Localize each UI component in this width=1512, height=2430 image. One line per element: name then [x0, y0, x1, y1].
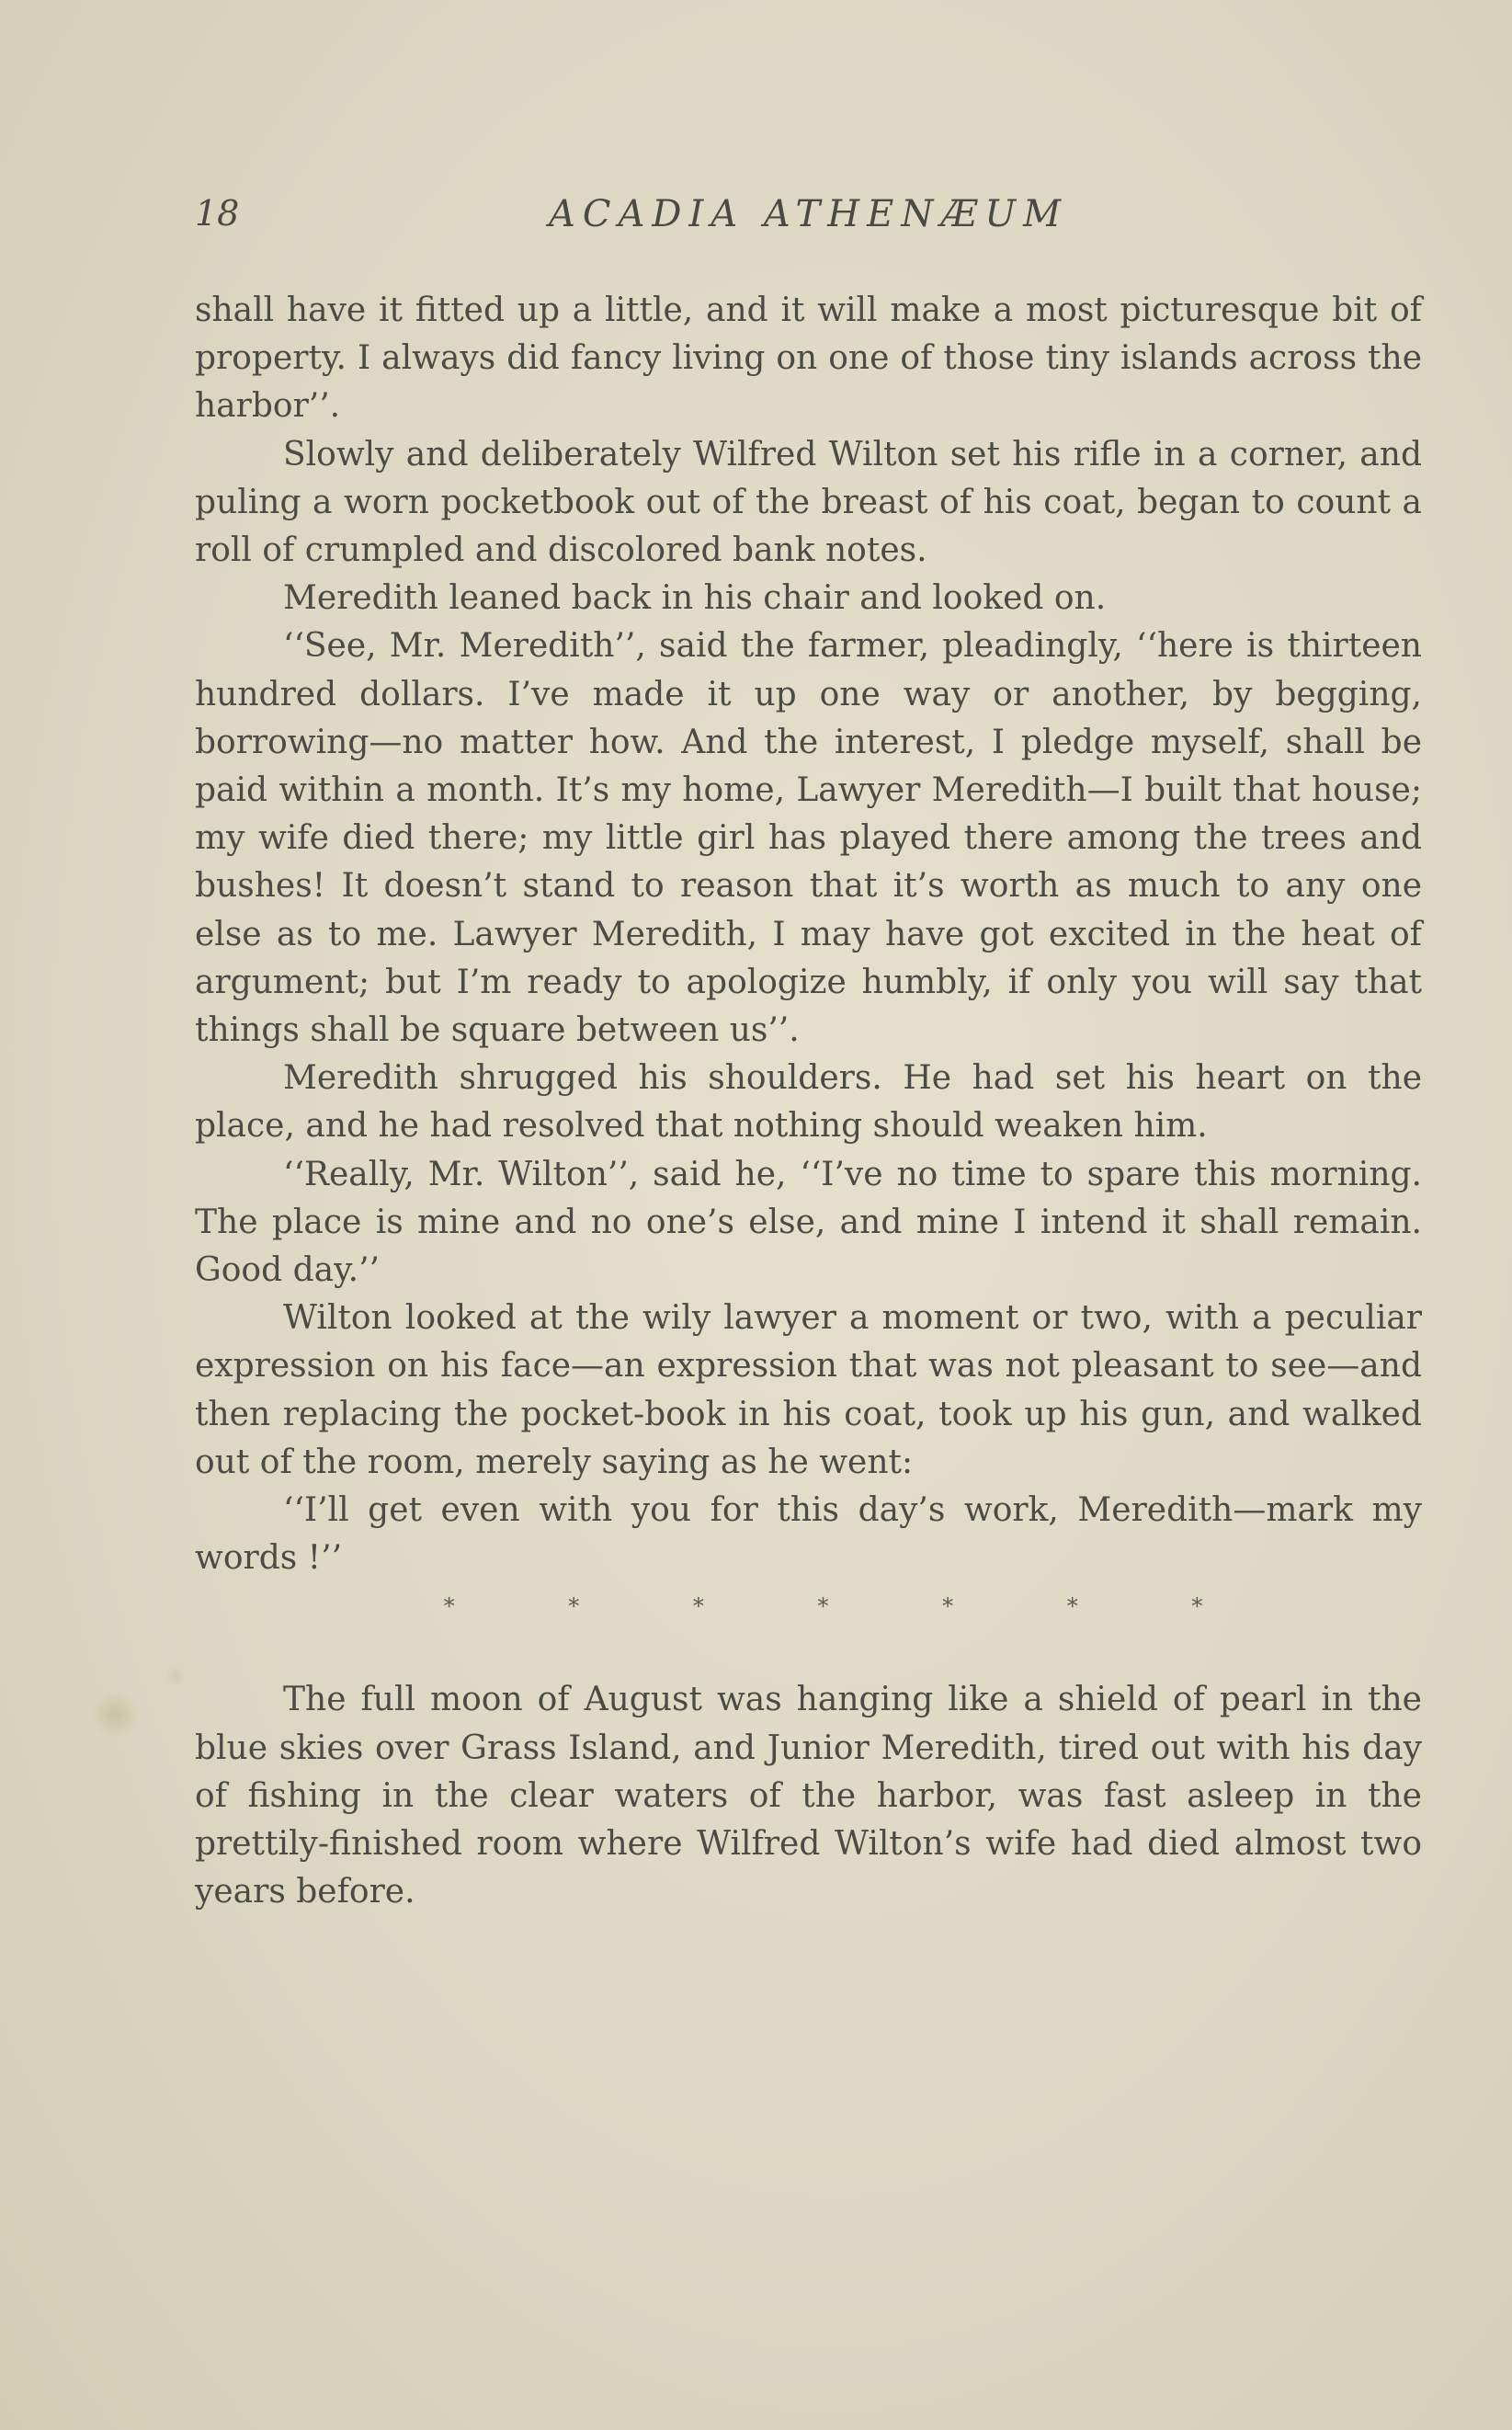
page-body: [195, 287, 1422, 1917]
paragraph: Wilton looked at the wily lawyer a moment or two, with a peculiar expression on his face—an expression that was not pleasant to see—and then replacing the pocket-book in his coat, took up his gun, and walked out of the room, merely saying as he went:: [195, 1299, 1422, 1481]
paragraph: ‘‘I’ll get even with you for this day’s work, Meredith—mark my words !’’: [195, 1491, 1422, 1578]
section-break: * * * * * * *: [443, 1593, 1256, 1620]
page-header: [195, 193, 1417, 248]
running-title: ACADIA ATHENÆUM: [549, 193, 1069, 235]
paragraph: ‘‘Really, Mr. Wilton’’, said he, ‘‘I’ve no time to spare this morning. The place is mine and no one’s else, and mine I intend it shall remain. Good day.’’: [195, 1155, 1422, 1290]
paragraph: Slowly and deliberately Wilfred Wilton set his rifle in a corner, and puling a worn pocketbook out of the breast of his coat, began to count a roll of crumpled and discolored bank notes.: [195, 435, 1422, 570]
closing-paragraph: The full moon of August was hanging like a shield of pearl in the blue skies over Grass Island, and Junior Meredith, tired out with his day of fishing in the clear waters of the harbor, was fast asleep in the prettily-finished room where Wilfred Wilton’s wife had died almost two years before.: [195, 1681, 1422, 1911]
section-gap: [195, 1630, 1422, 1676]
page-number: 18: [195, 193, 240, 234]
page-stain: [92, 1692, 138, 1738]
page-stain-small: [165, 1666, 186, 1686]
paragraph: Meredith leaned back in his chair and looked on.: [283, 579, 1107, 618]
paragraph: Meredith shrugged his shoulders. He had set his heart on the place, and he had resolved that nothing should weaken him.: [195, 1059, 1422, 1146]
paragraph: shall have it fitted up a little, and it will make a most picturesque bit of property. I always did fancy living on one of those tiny islands across the harbor’’.: [195, 291, 1422, 426]
paragraph: ‘‘See, Mr. Meredith’’, said the farmer, pleadingly, ‘‘here is thirteen hundred dollars. I’ve made it up one way or another, by begging, borrowing—no matter how. And the interest, I pledge myself, shall be paid within a month. It’s my home, Lawyer Meredith—I built that house; my wife died there; my little girl has played there among the trees and bushes! It doesn’t stand to reason that it’s worth as much to any one else as to me. Lawyer Meredith, I may have got excited in the heat of argument; but I’m ready to apologize humbly, if only you will say that things shall be square between us’’.: [195, 627, 1422, 1050]
